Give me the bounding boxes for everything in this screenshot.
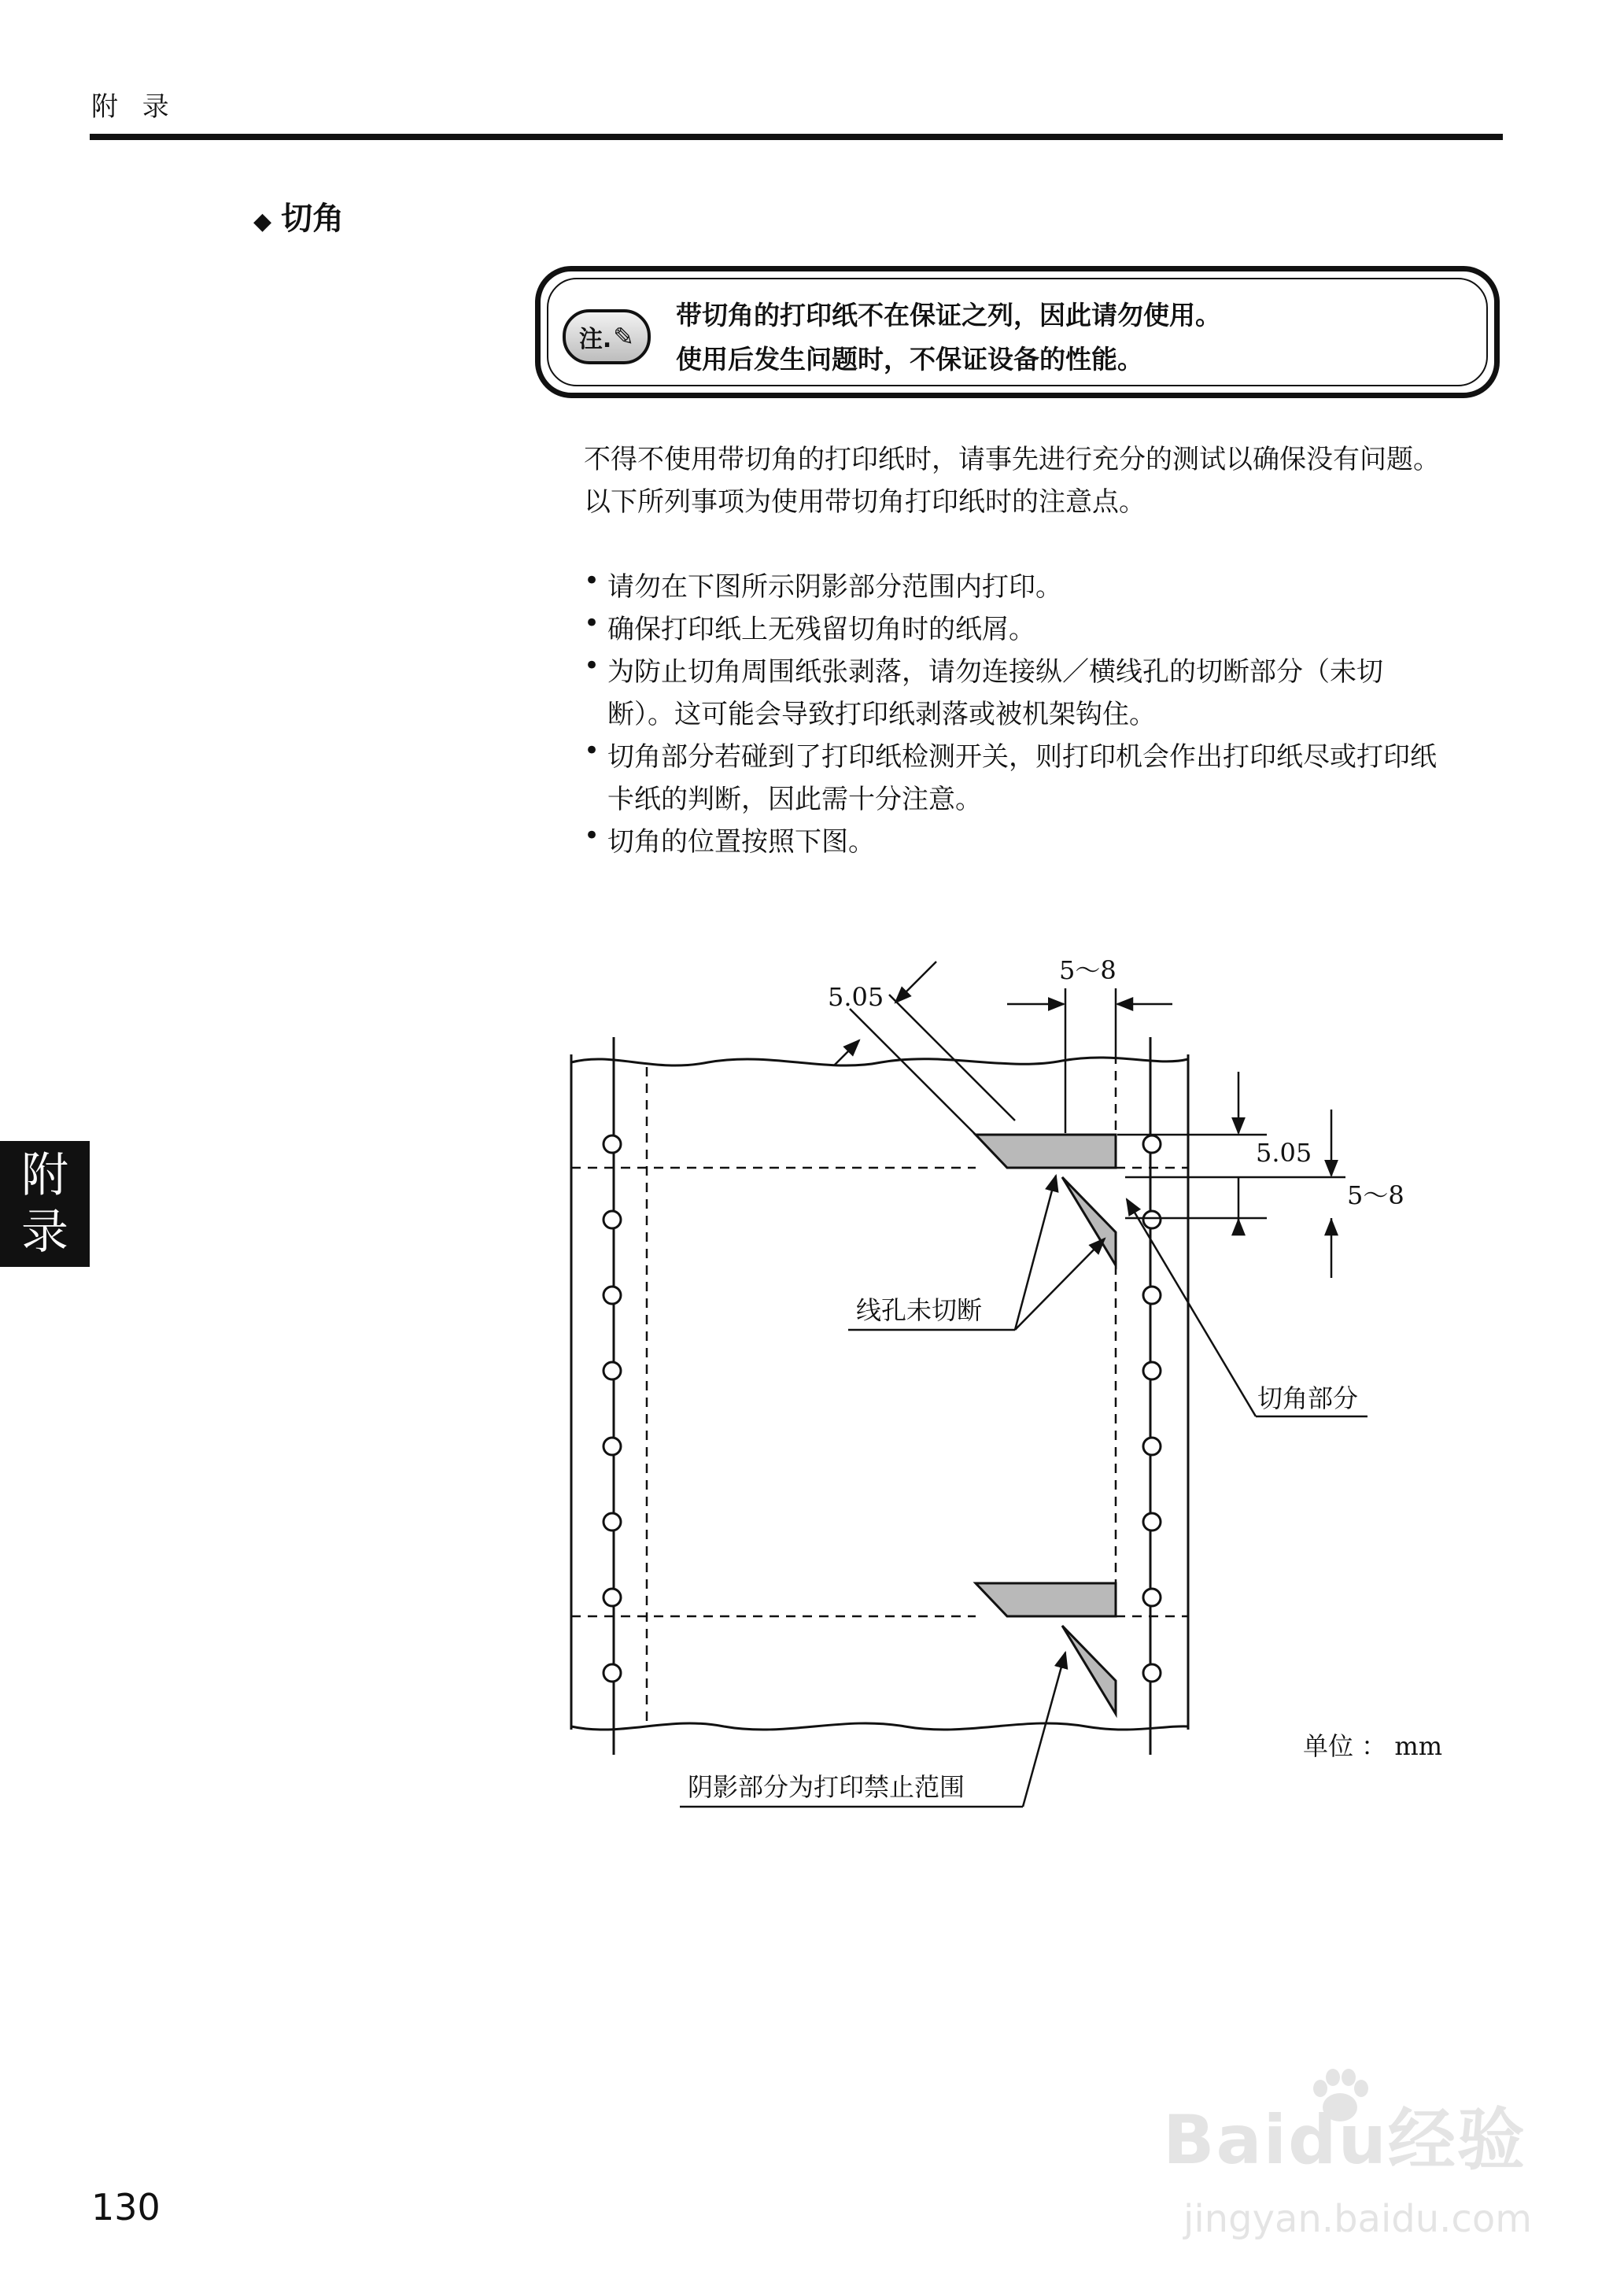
watermark-url: jingyan.baidu.com — [1183, 2197, 1532, 2241]
dimension-label-right-1: 5.05 — [1256, 1138, 1312, 1168]
bullet-dot: • — [584, 820, 600, 851]
dimension-label-diagonal: 5.05 — [828, 982, 884, 1012]
feed-hole — [603, 1135, 621, 1153]
shaded-no-print-area — [976, 1135, 1116, 1168]
bullet-dot: • — [584, 650, 600, 681]
notice-line: 使用后发生问题时，不保证设备的性能。 — [676, 344, 1143, 375]
note-icon — [563, 309, 651, 364]
note-icon-label: 注. — [578, 326, 612, 353]
shaded-no-print-area — [976, 1583, 1116, 1616]
list-item: 切角部分若碰到了打印纸检测开关，则打印机会作出打印纸尽或打印纸 — [607, 741, 1437, 773]
feed-hole — [603, 1513, 621, 1531]
side-chapter-tab — [0, 1141, 90, 1267]
list-item: 为防止切角周围纸张剥落，请勿连接纵／横线孔的切断部分（未切 — [607, 656, 1383, 688]
bullet-dot: • — [584, 565, 600, 596]
label-corner-cut: 切角部分 — [1257, 1383, 1359, 1413]
feed-hole — [1143, 1287, 1161, 1304]
list-item-continuation: 断）。这可能会导致打印纸剥落或被机架钩住。 — [607, 699, 1156, 730]
list-item: 确保打印纸上无残留切角时的纸屑。 — [607, 614, 1035, 645]
feed-hole — [603, 1664, 621, 1682]
feed-hole — [1143, 1211, 1161, 1228]
feed-hole — [1143, 1513, 1161, 1531]
baidu-watermark — [1163, 2062, 1572, 2266]
feed-hole — [1143, 1589, 1161, 1606]
side-tab-char: 附 — [21, 1148, 68, 1203]
intro-paragraph-line: 不得不使用带切角的打印纸时，请事先进行充分的测试以确保没有问题。 — [584, 444, 1440, 475]
section-title-text: 切角 — [281, 201, 345, 237]
bullet-dot: • — [584, 607, 600, 639]
side-tab-char: 录 — [21, 1205, 68, 1260]
feed-hole — [1143, 1135, 1161, 1153]
list-item: 切角的位置按照下图。 — [607, 826, 875, 858]
feed-hole — [1143, 1438, 1161, 1455]
dimension-label-top: 5～8 — [1059, 955, 1116, 985]
bullet-dot: • — [584, 735, 600, 766]
unit-label: 单位 ： mm — [1303, 1731, 1443, 1761]
list-item: 请勿在下图所示阴影部分范围内打印。 — [607, 571, 1062, 603]
watermark-brand: Baidu经验 — [1163, 2101, 1526, 2180]
pen-icon: ✎ — [613, 322, 635, 352]
feed-hole — [1143, 1362, 1161, 1379]
feed-hole — [603, 1438, 621, 1455]
feed-hole — [603, 1589, 621, 1606]
intro-paragraph-line: 以下所列事项为使用带切角打印纸时的注意点。 — [584, 486, 1146, 518]
running-header: 附 录 — [91, 91, 177, 123]
horizontal-perforation — [571, 1168, 1188, 1616]
feed-hole — [603, 1211, 621, 1228]
list-item-continuation: 卡纸的判断，因此需十分注意。 — [607, 784, 982, 815]
feed-hole — [603, 1287, 621, 1304]
page-number: 130 — [91, 2186, 161, 2228]
feed-hole — [603, 1362, 621, 1379]
feed-hole — [1143, 1664, 1161, 1682]
label-shaded-area: 阴影部分为打印禁止范围 — [688, 1772, 965, 1802]
label-perforation-uncut: 线孔未切断 — [856, 1295, 983, 1325]
notice-line: 带切角的打印纸不在保证之列，因此请勿使用。 — [676, 300, 1221, 330]
diamond-icon: ◆ — [253, 208, 272, 235]
dimension-label-right-2: 5～8 — [1347, 1180, 1404, 1210]
